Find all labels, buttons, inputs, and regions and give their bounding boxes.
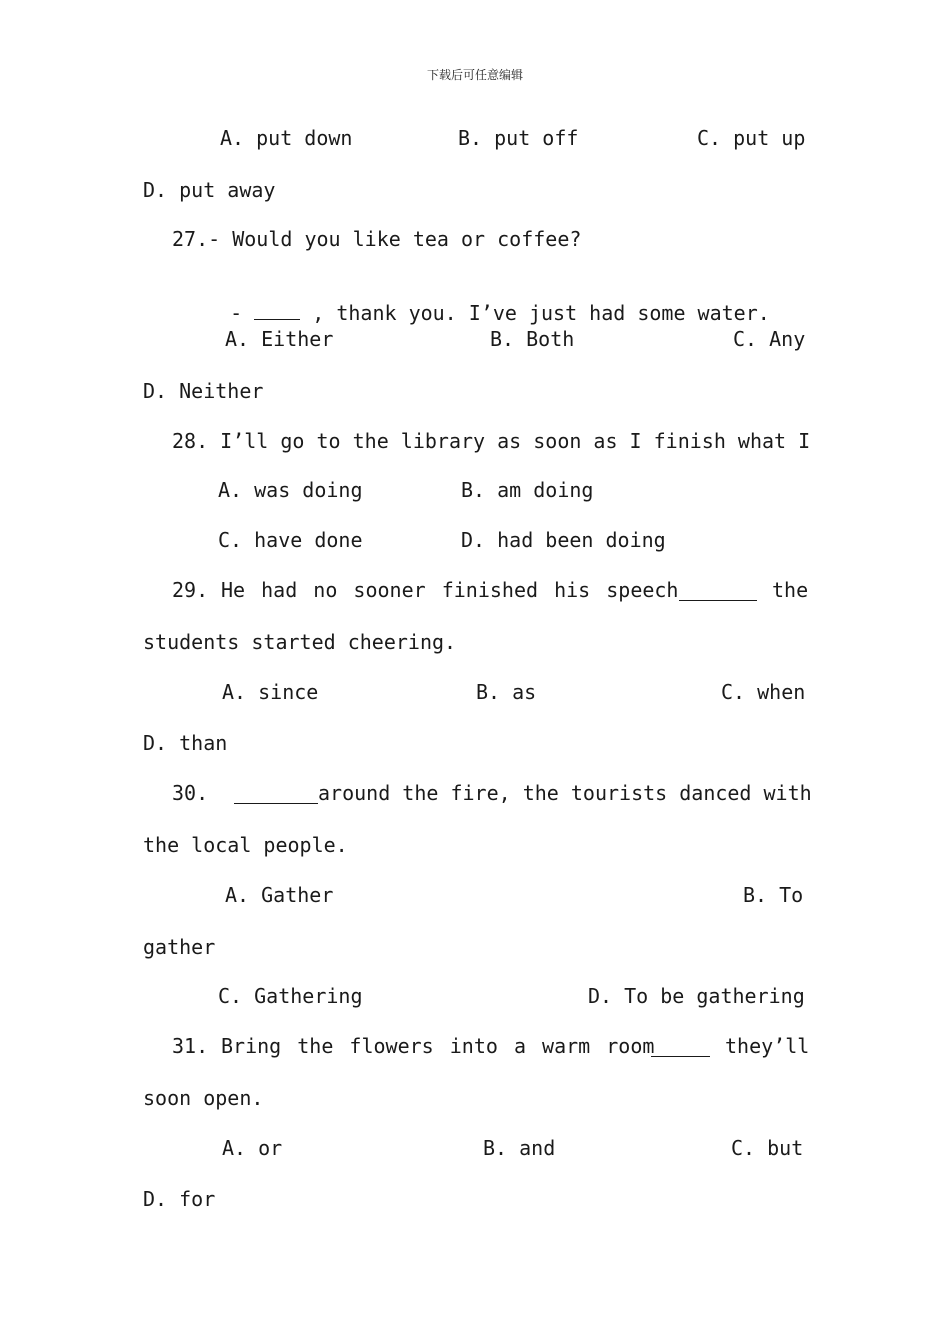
q27-option-c: C. Any [733,327,806,351]
q28-option-c: C. have done [218,528,363,552]
q26-option-c: C. put up [697,126,806,150]
q31-option-a: A. or [222,1136,283,1160]
q26-option-a: A. put down [220,126,353,150]
q31-answer-blank [651,1034,710,1057]
q30-number: 30. [172,781,209,805]
q28-option-a: A. was doing [218,478,363,502]
q28-option-b: B. am doing [461,478,594,502]
q27-dash: - [230,301,243,325]
q26-option-d: D. put away [143,178,276,202]
q27-reply-text: , thank you. I’ve just had some water. [312,301,770,325]
q29-option-a: A. since [222,680,319,704]
q31-stem-line2: soon open. [143,1086,264,1110]
q29-option-b: B. as [476,680,537,704]
q31-number: 31. [172,1034,209,1058]
q29-answer-blank [679,578,757,601]
q28-stem: 28. I’ll go to the library as soon as I finish what I [172,429,811,453]
q30-option-d: D. To be gathering [588,984,805,1008]
q31-option-c: C. but [731,1136,804,1160]
q31-option-d: D. for [143,1187,216,1211]
q29-stem-end: the [772,578,809,602]
q27-option-b: B. Both [490,327,575,351]
q30-option-c: C. Gathering [218,984,363,1008]
q27-option-a: A. Either [225,327,334,351]
q29-number: 29. [172,578,209,602]
q29-option-c: C. when [721,680,806,704]
q29-stem: He had no sooner finished his speech [221,578,679,602]
q29-stem-line2: students started cheering. [143,630,457,654]
q29-option-d: D. than [143,731,228,755]
q30-stem: around the fire, the tourists danced with [318,781,812,805]
q30-option-b-continued: gather [143,935,216,959]
q30-answer-blank [234,781,318,804]
q28-option-d: D. had been doing [461,528,666,552]
q27-answer-blank [254,301,300,320]
q30-option-a: A. Gather [225,883,334,907]
q31-stem: Bring the flowers into a warm room [221,1034,655,1058]
q30-option-b: B. To [743,883,804,907]
q27-reply-line [206,277,770,325]
q31-option-b: B. and [483,1136,556,1160]
q27-stem: 27.- Would you like tea or coffee? [172,227,582,251]
q31-stem-end: they’ll [725,1034,810,1058]
q30-stem-line2: the local people. [143,833,348,857]
page-header: 下载后可任意编辑 [426,68,523,82]
q26-option-b: B. put off [458,126,579,150]
q27-option-d: D. Neither [143,379,264,403]
